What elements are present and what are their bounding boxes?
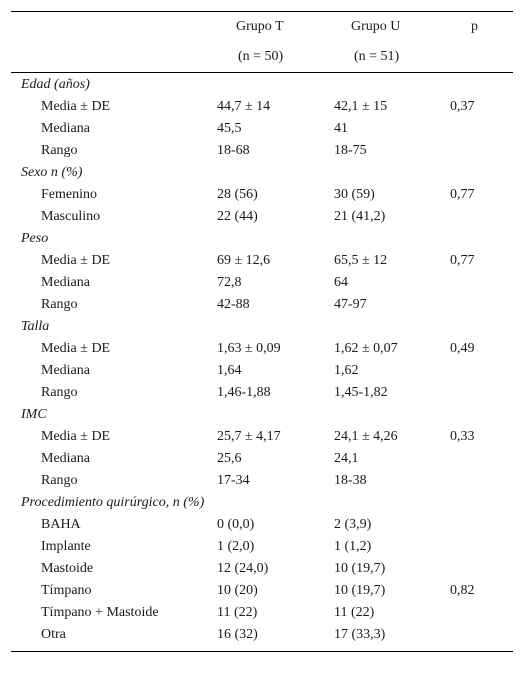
p-value: 0,33 [450, 429, 475, 444]
table-row [11, 294, 513, 316]
row-label: BAHA [41, 517, 81, 532]
table-row [11, 360, 513, 382]
table-row [11, 272, 513, 294]
table-header [11, 12, 513, 72]
row-label: Tímpano + Mastoide [41, 605, 159, 620]
p-value: 0,82 [450, 583, 475, 598]
section-title: Edad (años) [21, 77, 90, 92]
row-label: Femenino [41, 187, 97, 202]
row-label: Media ± DE [41, 429, 111, 444]
table-row [11, 140, 513, 162]
header-n-u: (n = 51) [354, 49, 400, 64]
header-n-t: (n = 50) [238, 49, 284, 64]
group-t-value: 11 (22) [217, 605, 258, 620]
header-group-t: Grupo T [236, 19, 284, 34]
group-u-value: 42,1 ± 15 [334, 99, 388, 114]
group-u-value: 1,62 [334, 363, 359, 378]
table-row [11, 382, 513, 404]
table-row [11, 250, 513, 272]
group-t-value: 12 (24,0) [217, 561, 269, 576]
group-u-value: 41 [334, 121, 348, 136]
section-title: IMC [21, 407, 47, 422]
row-label: Media ± DE [41, 253, 111, 268]
section-title: Procedimiento quirúrgico, n (%) [21, 495, 205, 510]
row-label: Masculino [41, 209, 101, 224]
table-row [11, 470, 513, 492]
p-value: 0,77 [450, 187, 475, 202]
row-label: Implante [41, 539, 91, 554]
group-t-value: 0 (0,0) [217, 517, 255, 532]
group-u-value: 24,1 [334, 451, 359, 466]
section-title: Talla [21, 319, 50, 334]
group-u-value: 1 (1,2) [334, 539, 372, 554]
group-t-value: 45,5 [217, 121, 242, 136]
table-row [11, 602, 513, 624]
row-label: Mediana [41, 363, 90, 378]
header-row-sizes [11, 42, 513, 72]
section-title: Sexo n (%) [21, 165, 83, 180]
table-row [11, 118, 513, 140]
group-u-value: 21 (41,2) [334, 209, 386, 224]
group-u-value: 64 [334, 275, 348, 290]
group-u-value: 11 (22) [334, 605, 375, 620]
group-t-value: 72,8 [217, 275, 242, 290]
group-t-value: 10 (20) [217, 583, 258, 598]
table-row [11, 580, 513, 602]
row-label: Rango [41, 143, 78, 158]
table-row [11, 536, 513, 558]
group-u-value: 10 (19,7) [334, 561, 386, 576]
group-t-value: 25,6 [217, 451, 242, 466]
header-p-value: p [471, 19, 478, 34]
table-row [11, 426, 513, 448]
group-t-value: 44,7 ± 14 [217, 99, 271, 114]
table-row [11, 184, 513, 206]
table-row [11, 624, 513, 646]
group-u-value: 1,45-1,82 [334, 385, 388, 400]
row-label: Tímpano [41, 583, 92, 598]
row-label: Mastoide [41, 561, 94, 576]
group-t-value: 16 (32) [217, 627, 258, 642]
group-u-value: 10 (19,7) [334, 583, 386, 598]
group-u-value: 47-97 [334, 297, 367, 312]
group-t-value: 18-68 [217, 143, 250, 158]
row-label: Mediana [41, 275, 90, 290]
demographics-table [11, 11, 513, 652]
table-row [11, 448, 513, 470]
row-label: Rango [41, 297, 78, 312]
group-t-value: 1,64 [217, 363, 242, 378]
table-body [11, 73, 513, 651]
group-u-value: 30 (59) [334, 187, 375, 202]
group-t-value: 17-34 [217, 473, 250, 488]
group-t-value: 1 (2,0) [217, 539, 255, 554]
table-row [11, 514, 513, 536]
group-t-value: 1,63 ± 0,09 [217, 341, 281, 356]
section-title: Peso [21, 231, 49, 246]
row-label: Mediana [41, 451, 90, 466]
table-row [11, 558, 513, 580]
row-label: Rango [41, 385, 78, 400]
group-t-value: 42-88 [217, 297, 250, 312]
group-u-value: 2 (3,9) [334, 517, 372, 532]
row-label: Mediana [41, 121, 90, 136]
p-value: 0,77 [450, 253, 475, 268]
group-t-value: 1,46-1,88 [217, 385, 271, 400]
group-u-value: 24,1 ± 4,26 [334, 429, 398, 444]
group-u-value: 17 (33,3) [334, 627, 386, 642]
row-label: Otra [41, 627, 66, 642]
row-label: Media ± DE [41, 341, 111, 356]
group-u-value: 18-38 [334, 473, 367, 488]
table-bottom-rule [11, 651, 513, 652]
group-u-value: 1,62 ± 0,07 [334, 341, 398, 356]
table-row [11, 338, 513, 360]
group-t-value: 22 (44) [217, 209, 258, 224]
row-label: Media ± DE [41, 99, 111, 114]
table-row [11, 96, 513, 118]
group-t-value: 28 (56) [217, 187, 258, 202]
group-u-value: 65,5 ± 12 [334, 253, 388, 268]
table-row [11, 206, 513, 228]
header-group-u: Grupo U [351, 19, 401, 34]
p-value: 0,37 [450, 99, 475, 114]
group-u-value: 18-75 [334, 143, 367, 158]
group-t-value: 25,7 ± 4,17 [217, 429, 281, 444]
group-t-value: 69 ± 12,6 [217, 253, 271, 268]
row-label: Rango [41, 473, 78, 488]
header-row-groups [11, 12, 513, 42]
p-value: 0,49 [450, 341, 475, 356]
